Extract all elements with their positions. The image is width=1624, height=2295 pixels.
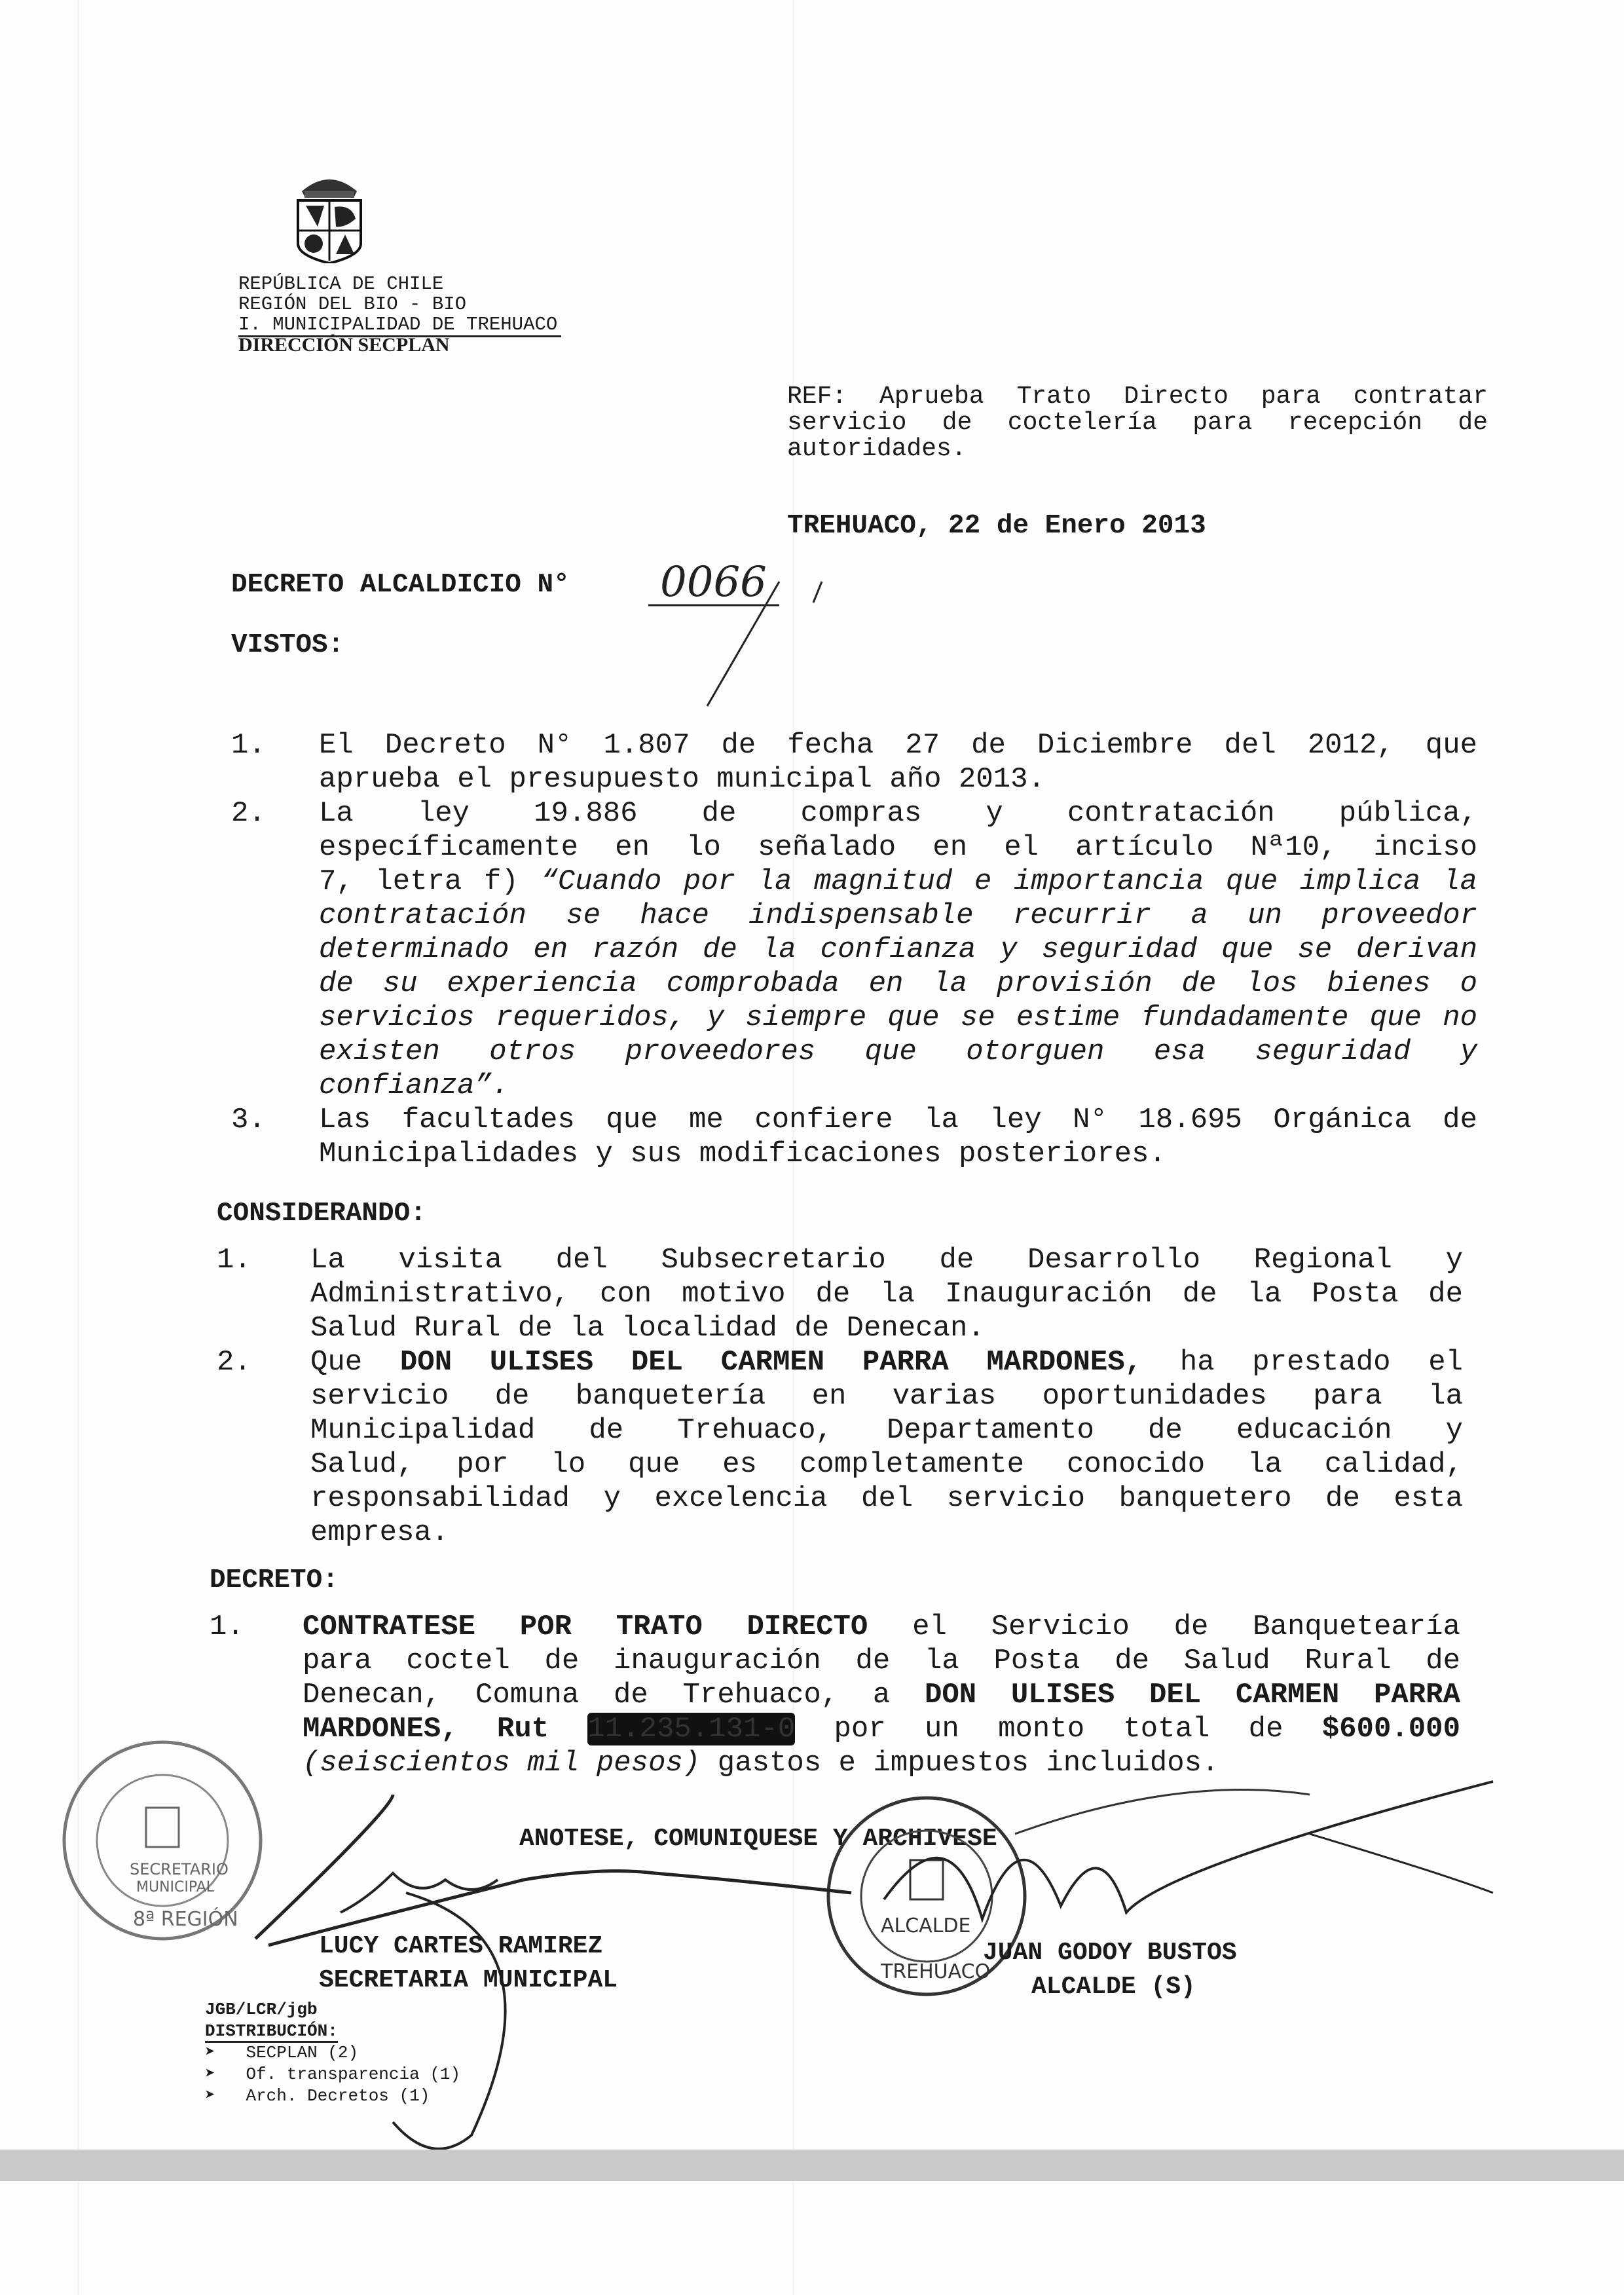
item-number: 1. (231, 729, 266, 762)
signatory-role: SECRETARIA MUNICIPAL (319, 1966, 618, 1994)
text-segment: Denecan, Comuna de Trehuaco, a (303, 1679, 925, 1711)
text-segment: DON ULISES DEL CARMEN PARRA (924, 1679, 1460, 1711)
text-line: específicamente en lo señalado en el artículo Nª10, inciso (319, 831, 1477, 864)
text-line (319, 1001, 1477, 1035)
letterhead (238, 274, 561, 356)
text-segment: existen otros proveedores que otorguen esa seguridad y (319, 1036, 1477, 1068)
svg-text:8ª REGIÓN: 8ª REGIÓN (133, 1908, 238, 1931)
reference (787, 384, 1488, 462)
arrow-bullet-icon: ➤ (205, 2086, 215, 2106)
signatory-name: JUAN GODOY BUSTOS (983, 1939, 1237, 1967)
distribution-heading: DISTRIBUCIÓN: (205, 2021, 338, 2043)
text-segment: $600.000 (1321, 1713, 1460, 1745)
initials: JGB/LCR/jgb (205, 2000, 318, 2019)
text-line: El Decreto N° 1.807 de fecha 27 de Diciembre del 2012, que (319, 729, 1477, 762)
text-line (319, 865, 1477, 899)
text-segment: por un monto total de (795, 1713, 1322, 1745)
text-line: responsabilidad y excelencia del servicio banquetero de esta (310, 1482, 1463, 1515)
text-line: Las facultades que me confiere la ley N° 18.695 Orgánica de (319, 1104, 1477, 1136)
scan-edge-band (0, 2150, 1624, 2181)
arrow-bullet-icon: ➤ (205, 2043, 215, 2062)
text-segment: CONTRATESE POR TRATO DIRECTO (303, 1611, 868, 1643)
text-line: La ley 19.886 de compras y contratación pública, (319, 797, 1477, 830)
text-segment: determinado en razón de la confianza y seguridad que se derivan (319, 933, 1477, 966)
text-line: Municipalidad de Trehuaco, Departamento de educación y (310, 1414, 1463, 1447)
distribution-item (205, 2064, 460, 2085)
text-segment: DON ULISES DEL CARMEN PARRA MARDONES, (399, 1346, 1143, 1379)
decreto-heading: DECRETO: (210, 1565, 339, 1595)
letterhead-line: I. MUNICIPALIDAD DE TREHUACO (238, 314, 561, 337)
text-line (319, 1069, 1477, 1103)
text-segment: de su experiencia comprobada en la provisión de los bienes o (319, 967, 1477, 1000)
text-line: Municipalidades y sus modificaciones posteriores. (319, 1138, 1166, 1170)
reference-line: REF: Aprueba Trato Directo para contratar (787, 382, 1488, 411)
text-line: servicio de banquetería en varias oportunidades para la (310, 1380, 1463, 1413)
text-line: empresa. (310, 1516, 449, 1549)
text-segment: el Servicio de Banquetearía (868, 1611, 1460, 1643)
text-line (319, 967, 1477, 1001)
decreto-item (210, 1610, 1460, 1780)
considerando-item (217, 1243, 1463, 1345)
item-number: 2. (217, 1346, 251, 1379)
signatory-name: LUCY CARTES RAMIREZ (319, 1932, 603, 1960)
svg-text:MUNICIPAL: MUNICIPAL (136, 1879, 215, 1895)
municipal-crest-logo (293, 172, 366, 263)
reference-line: autoridades. (787, 435, 967, 463)
text-segment: contratación se hace indispensable recurrir a un proveedor (319, 899, 1477, 932)
distribution-item-label: Of. transparencia (1) (246, 2064, 461, 2084)
text-segment: “Cuando por la magnitud e importancia que implica la (540, 865, 1477, 898)
text-line (303, 1712, 1460, 1746)
svg-text:ALCALDE: ALCALDE (881, 1914, 971, 1937)
text-segment: servicios requeridos, y siempre que se estime fundadamente que no (319, 1001, 1477, 1034)
text-segment: Que (310, 1346, 400, 1379)
text-line: Salud Rural de la localidad de Denecan. (310, 1312, 985, 1345)
text-segment: (seiscientos mil pesos) (303, 1747, 701, 1780)
text-line (319, 933, 1477, 967)
right-signatory (983, 1936, 1237, 2004)
item-number: 1. (210, 1611, 244, 1643)
vistos-item (231, 728, 1477, 796)
department-name: DIRECCIÓN SECPLAN (238, 334, 450, 356)
considerando-list (217, 1243, 1463, 1550)
text-segment: 7, letra f) (319, 865, 541, 898)
reference-line: servicio de coctelería para recepción de (787, 409, 1488, 437)
handwritten-decree-number (629, 562, 851, 713)
place-date: TREHUACO, 22 de Enero 2013 (787, 511, 1206, 541)
distribution (205, 1999, 460, 2107)
decreto-list (210, 1610, 1460, 1780)
text-segment: MARDONES, Rut (303, 1713, 588, 1745)
redacted-rut: 11.235.131-0 (587, 1713, 796, 1745)
text-line (303, 1678, 1460, 1712)
vistos-item (231, 1103, 1477, 1171)
considerando-heading: CONSIDERANDO: (217, 1199, 426, 1229)
distribution-item (205, 2085, 460, 2107)
text-line: La visita del Subsecretario de Desarrollo Regional y (310, 1244, 1463, 1277)
decree-number-label: DECRETO ALCALDICIO N° (231, 570, 570, 600)
letterhead-line: REPÚBLICA DE CHILE (238, 273, 444, 295)
text-segment: ha prestado el (1142, 1346, 1463, 1379)
distribution-item (205, 2042, 460, 2064)
text-line: aprueba el presupuesto municipal año 2013. (319, 763, 1045, 796)
svg-text:TREHUACO: TREHUACO (881, 1960, 991, 1983)
vistos-list (231, 728, 1477, 1171)
text-line (319, 899, 1477, 933)
closing-formula: ANOTESE, COMUNIQUESE Y ARCHIVESE (519, 1825, 997, 1853)
text-segment: confianza”. (319, 1070, 509, 1102)
svg-text:SECRETARIO: SECRETARIO (130, 1860, 229, 1878)
distribution-item-label: Arch. Decretos (1) (246, 2086, 430, 2106)
arrow-bullet-icon: ➤ (205, 2064, 215, 2084)
handwritten-number: 0066 (660, 562, 767, 606)
text-line: para coctel de inauguración de la Posta de Salud Rural de (303, 1645, 1460, 1677)
letterhead-line: REGIÓN DEL BIO - BIO (238, 293, 467, 315)
text-segment: gastos e impuestos incluidos. (700, 1747, 1219, 1780)
left-signatory (319, 1930, 618, 1998)
text-line: Salud, por lo que es completamente conocido la calidad, (310, 1448, 1463, 1481)
signatory-role: ALCALDE (S) (1031, 1973, 1196, 2001)
vistos-heading: VISTOS: (231, 630, 344, 660)
item-number: 3. (231, 1104, 266, 1136)
item-number: 2. (231, 797, 266, 830)
vistos-item (231, 796, 1477, 1103)
text-line (303, 1610, 1460, 1644)
text-line: Administrativo, con motivo de la Inauguración de la Posta de (310, 1278, 1463, 1311)
item-number: 1. (217, 1244, 251, 1277)
text-line (310, 1345, 1463, 1379)
distribution-item-label: SECPLAN (2) (246, 2043, 359, 2062)
considerando-item (217, 1345, 1463, 1550)
text-line (319, 1035, 1477, 1069)
